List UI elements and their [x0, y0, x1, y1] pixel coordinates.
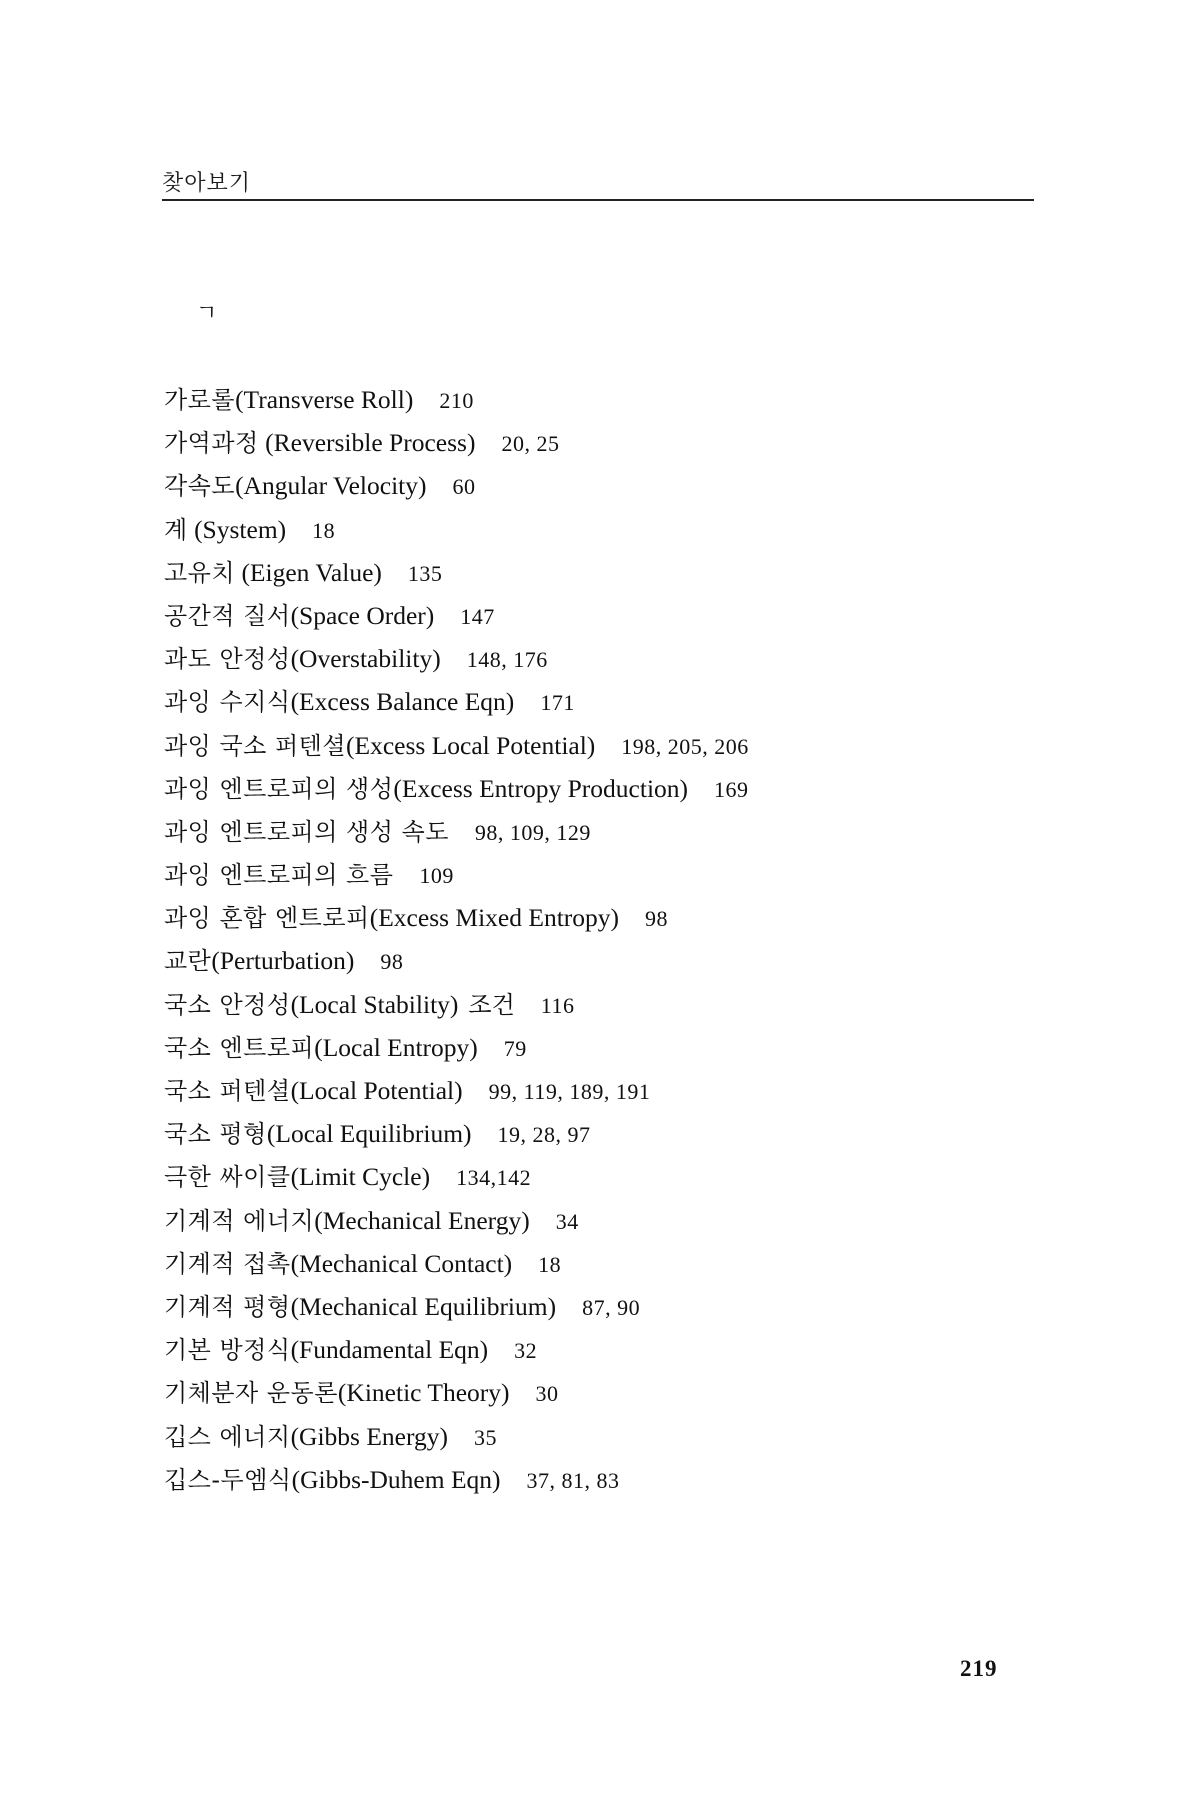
index-page-refs: 109	[419, 863, 454, 889]
index-entry	[164, 1069, 749, 1112]
index-term-english: (Excess Local Potential)	[346, 730, 596, 760]
index-term-english: (Limit Cycle)	[290, 1162, 431, 1192]
index-term: 과잉 혼합 엔트로피	[164, 904, 370, 933]
index-page-refs: 134,142	[456, 1165, 532, 1191]
index-term: 깁스 에너지	[164, 1422, 291, 1451]
index-term-suffix: 조건	[468, 990, 515, 1019]
index-page-refs: 34	[555, 1208, 579, 1234]
index-term-english: (Excess Balance Eqn)	[290, 687, 515, 717]
index-page-refs: 210	[439, 388, 474, 413]
index-page-refs: 99, 119, 189, 191	[488, 1079, 651, 1104]
index-page-refs: 148, 176	[466, 647, 548, 673]
index-page-refs: 18	[312, 517, 336, 543]
section-letter: ㄱ	[196, 301, 218, 326]
index-term: 교란	[164, 947, 212, 976]
index-page-refs: 147	[460, 603, 495, 629]
index-term-english: (Local Potential)	[290, 1076, 463, 1105]
index-page-refs: 18	[538, 1251, 562, 1277]
index-entry	[164, 508, 749, 551]
index-page-refs: 98	[380, 949, 404, 975]
index-entry	[164, 594, 749, 637]
index-term-english: (Excess Mixed Entropy)	[369, 903, 620, 933]
index-entry	[164, 378, 749, 421]
index-term-english: (Reversible Process)	[258, 428, 476, 458]
index-term-english: (Fundamental Eqn)	[290, 1335, 489, 1365]
index-term: 과잉 국소 퍼텐셜	[164, 731, 347, 760]
index-term: 가역과정	[164, 429, 259, 458]
running-head-title: 찾아보기	[162, 171, 252, 196]
index-entries	[164, 378, 749, 1501]
index-page-refs: 135	[407, 560, 443, 586]
index-term-english: (Mechanical Contact)	[290, 1248, 513, 1278]
index-term: 국소 평형	[164, 1120, 267, 1149]
index-term: 국소 안정성	[164, 990, 291, 1019]
index-page-refs: 79	[503, 1035, 527, 1061]
index-term: 국소 엔트로피	[164, 1033, 315, 1062]
index-page-refs: 20, 25	[501, 431, 560, 457]
index-entry	[164, 1112, 749, 1155]
index-term: 고유치	[164, 558, 236, 587]
index-page-refs: 198, 205, 206	[621, 733, 749, 759]
index-page-refs: 60	[452, 474, 476, 500]
index-term: 과잉 엔트로피의 흐름	[164, 861, 394, 890]
index-page-refs: 35	[474, 1424, 498, 1450]
index-term-english: (Space Order)	[290, 600, 435, 630]
index-entry	[164, 1458, 749, 1501]
index-entry	[164, 1371, 749, 1414]
index-term-english: (Angular Velocity)	[235, 471, 427, 501]
index-term: 깁스-두엠식	[164, 1465, 292, 1494]
index-entry	[164, 464, 749, 507]
index-entry	[164, 767, 749, 810]
index-entry	[164, 637, 749, 680]
index-entry	[164, 1328, 749, 1371]
index-entry	[164, 1199, 749, 1242]
index-entry	[164, 1155, 749, 1198]
index-page-refs: 98, 109, 129	[474, 819, 591, 845]
index-entry	[164, 551, 749, 594]
index-term: 과잉 엔트로피의 생성 속도	[164, 817, 449, 846]
index-term: 계	[164, 515, 188, 544]
index-page-refs: 30	[535, 1381, 559, 1407]
index-term: 가로롤	[164, 386, 236, 414]
index-term: 과잉 수지식	[164, 688, 291, 717]
index-page-refs: 169	[714, 776, 749, 802]
index-page-refs: 171	[540, 690, 575, 716]
index-term: 기계적 접촉	[164, 1249, 291, 1278]
index-entry	[164, 1285, 749, 1328]
index-term-english: (Excess Entropy Production)	[393, 773, 689, 803]
index-entry	[164, 896, 749, 939]
index-page-refs: 37, 81, 83	[526, 1467, 620, 1493]
index-term: 각속도	[164, 472, 236, 501]
index-entry	[164, 1026, 749, 1069]
index-term-english: (Local Equilibrium)	[266, 1119, 472, 1149]
index-entry	[164, 939, 749, 982]
index-entry	[164, 853, 749, 896]
index-term: 국소 퍼텐셜	[164, 1077, 291, 1105]
index-page-refs: 116	[540, 992, 575, 1018]
header-rule	[162, 199, 1034, 201]
index-entry	[164, 680, 749, 723]
index-entry	[164, 810, 749, 853]
index-term-english: (Local Entropy)	[314, 1032, 478, 1062]
index-term-english: (System)	[187, 514, 287, 544]
index-term: 기체분자 운동론	[164, 1379, 338, 1408]
index-term-english: (Mechanical Energy)	[314, 1205, 530, 1235]
index-term-english: (Eigen Value)	[235, 557, 382, 587]
index-term-english: (Perturbation)	[211, 946, 355, 976]
index-term-english: (Gibbs Energy)	[290, 1421, 449, 1451]
index-term: 공간적 질서	[164, 601, 291, 630]
index-term: 과잉 엔트로피의 생성	[164, 774, 394, 803]
index-term: 기본 방정식	[164, 1336, 291, 1365]
index-term: 기계적 에너지	[164, 1206, 315, 1235]
index-term-english: (Kinetic Theory)	[337, 1378, 510, 1408]
index-entry	[164, 421, 749, 464]
index-page-refs: 98	[645, 906, 669, 932]
index-entry	[164, 724, 749, 767]
index-entry	[164, 983, 749, 1026]
index-page-refs: 87, 90	[582, 1294, 641, 1320]
index-entry	[164, 1242, 749, 1285]
index-term-english: (Gibbs-Duhem Eqn)	[291, 1464, 501, 1494]
index-term-english: (Local Stability)	[290, 989, 459, 1019]
page-number: 219	[960, 1656, 998, 1681]
index-entry	[164, 1415, 749, 1458]
index-term-english: (Transverse Roll)	[235, 385, 414, 414]
index-term: 극한 싸이클	[164, 1163, 291, 1192]
index-term-english: (Mechanical Equilibrium)	[290, 1291, 557, 1321]
index-term: 과도 안정성	[164, 645, 291, 674]
index-page-refs: 32	[514, 1338, 538, 1364]
index-term-english: (Overstability)	[290, 644, 441, 674]
index-page-refs: 19, 28, 97	[497, 1122, 591, 1148]
index-term: 기계적 평형	[164, 1292, 291, 1321]
